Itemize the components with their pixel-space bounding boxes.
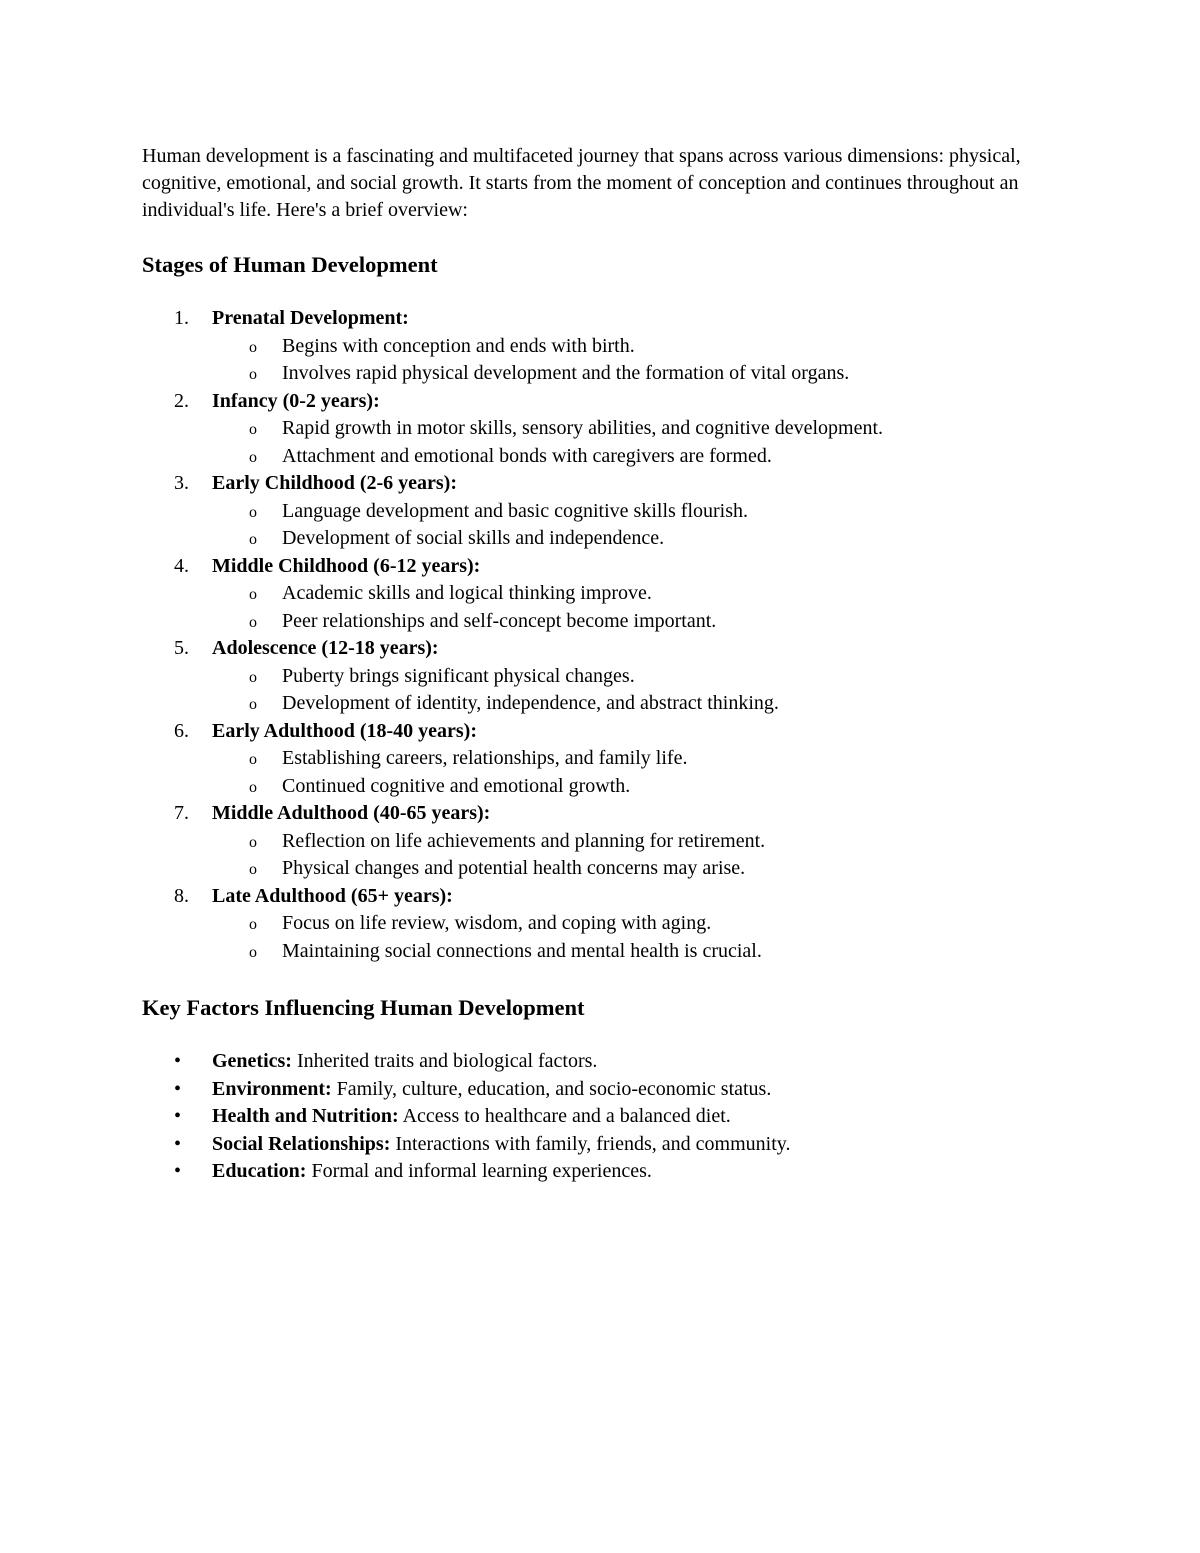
stage-point — [212, 855, 1042, 883]
factor-text: Interactions with family, friends, and community. — [390, 1132, 791, 1155]
stage-item — [142, 635, 1042, 718]
factor-item — [142, 1158, 1042, 1186]
stage-point-text: Continued cognitive and emotional growth. — [282, 774, 631, 797]
stages-heading: Stages of Human Development — [142, 252, 438, 277]
stage-point-text: Maintaining social connections and mental health is crucial. — [282, 939, 762, 962]
stage-point — [212, 580, 1042, 608]
circle-bullet-icon: o — [249, 916, 257, 933]
stage-title: Middle Childhood (6-12 years): — [212, 554, 481, 577]
stage-title: Early Childhood (2-6 years): — [212, 472, 457, 494]
circle-bullet-icon: o — [249, 531, 257, 548]
circle-bullet-icon: o — [249, 696, 257, 713]
stage-point-text: Academic skills and logical thinking improve. — [282, 582, 652, 604]
stage-points — [212, 580, 1042, 635]
stage-points — [212, 415, 1042, 470]
stage-item — [142, 883, 1042, 966]
stage-point-text: Attachment and emotional bonds with caregivers are formed. — [282, 444, 772, 467]
stage-title: Infancy (0-2 years): — [212, 389, 380, 412]
factor-text: Inherited traits and biological factors. — [291, 1050, 598, 1072]
stage-point-text: Focus on life review, wisdom, and coping with aging. — [282, 912, 712, 934]
stage-title: Prenatal Development: — [212, 307, 409, 329]
stage-number: 6. — [174, 719, 189, 742]
circle-bullet-icon: o — [249, 448, 257, 466]
circle-bullet-icon: o — [249, 586, 257, 603]
stage-point-text: Development of social skills and independence. — [282, 527, 665, 549]
stage-point — [212, 745, 1042, 773]
bullet-icon: • — [174, 1050, 182, 1072]
stage-item — [142, 305, 1042, 388]
circle-bullet-icon: o — [249, 613, 257, 631]
stage-point-text: Establishing careers, relationships, and family life. — [282, 747, 688, 769]
factor-text: Access to healthcare and a balanced diet. — [398, 1105, 731, 1127]
stage-point-text: Puberty brings significant physical changes. — [282, 664, 635, 687]
stage-item — [142, 553, 1042, 636]
factor-item — [142, 1131, 1042, 1159]
factors-list — [142, 1048, 1042, 1186]
stage-number: 3. — [174, 472, 189, 494]
intro-paragraph: Human development is a fascinating and multifaceted journey that spans across various dimensions: physical, cognitive, emotional, and social growth. It starts from the moment of conception and continues throughout an individual's life. Here's a brief overview: — [142, 145, 1021, 221]
stage-point-text: Physical changes and potential health concerns may arise. — [282, 857, 746, 879]
stage-point-text: Begins with conception and ends with birth. — [282, 334, 635, 357]
stage-title: Adolescence (12-18 years): — [212, 637, 439, 659]
stage-point-text: Peer relationships and self-concept become important. — [282, 609, 717, 632]
stage-point — [212, 773, 1042, 801]
stage-point — [212, 443, 1042, 471]
circle-bullet-icon: o — [249, 421, 257, 438]
stage-points — [212, 828, 1042, 883]
circle-bullet-icon: o — [249, 338, 257, 356]
stage-point — [212, 525, 1042, 553]
circle-bullet-icon: o — [249, 503, 257, 521]
stage-points — [212, 745, 1042, 800]
stage-point — [212, 828, 1042, 856]
stage-point — [212, 415, 1042, 443]
stage-point — [212, 360, 1042, 388]
stage-point-text: Development of identity, independence, and abstract thinking. — [282, 692, 779, 714]
stage-point-text: Language development and basic cognitive skills flourish. — [282, 499, 748, 522]
stage-point-text: Reflection on life achievements and planning for retirement. — [282, 829, 766, 852]
stages-list — [142, 305, 1042, 965]
bullet-icon: • — [174, 1132, 182, 1155]
document-page — [142, 143, 1042, 1186]
stage-point-text: Involves rapid physical development and the formation of vital organs. — [282, 362, 850, 384]
stage-title: Middle Adulthood (40-65 years): — [212, 802, 491, 824]
stage-item — [142, 800, 1042, 883]
stage-item — [142, 470, 1042, 553]
stage-point-text: Rapid growth in motor skills, sensory abilities, and cognitive development. — [282, 417, 884, 439]
factor-term: Health and Nutrition: — [212, 1105, 399, 1127]
circle-bullet-icon: o — [249, 751, 257, 768]
stage-number: 4. — [174, 554, 189, 577]
factor-item — [142, 1103, 1042, 1131]
factor-item — [142, 1076, 1042, 1104]
circle-bullet-icon: o — [249, 668, 257, 686]
factor-term: Environment: — [212, 1077, 332, 1100]
factors-heading: Key Factors Influencing Human Development — [142, 995, 585, 1020]
stage-title: Early Adulthood (18-40 years): — [212, 719, 477, 742]
stage-number: 2. — [174, 389, 189, 412]
factor-text: Family, culture, education, and socio-economic status. — [331, 1077, 772, 1100]
factor-item — [142, 1048, 1042, 1076]
circle-bullet-icon: o — [249, 943, 257, 961]
stage-number: 7. — [174, 802, 189, 824]
circle-bullet-icon: o — [249, 861, 257, 878]
stage-point — [212, 608, 1042, 636]
stage-number: 1. — [174, 307, 189, 329]
factor-term: Genetics: — [212, 1050, 292, 1072]
stage-point — [212, 663, 1042, 691]
stage-points — [212, 663, 1042, 718]
stage-point — [212, 938, 1042, 966]
bullet-icon: • — [174, 1105, 182, 1127]
factor-text: Formal and informal learning experiences. — [306, 1160, 652, 1182]
stage-number: 5. — [174, 637, 189, 659]
circle-bullet-icon: o — [249, 778, 257, 796]
stage-points — [212, 498, 1042, 553]
factor-term: Education: — [212, 1160, 307, 1182]
circle-bullet-icon: o — [249, 833, 257, 851]
circle-bullet-icon: o — [249, 366, 257, 383]
stage-item — [142, 388, 1042, 471]
stage-number: 8. — [174, 884, 189, 907]
stage-title: Late Adulthood (65+ years): — [212, 884, 453, 907]
stage-item — [142, 718, 1042, 801]
stage-point — [212, 333, 1042, 361]
stage-point — [212, 690, 1042, 718]
stage-points — [212, 333, 1042, 388]
stage-points — [212, 910, 1042, 965]
stage-point — [212, 910, 1042, 938]
bullet-icon: • — [174, 1160, 182, 1182]
bullet-icon: • — [174, 1077, 182, 1100]
factor-term: Social Relationships: — [212, 1132, 391, 1155]
stage-point — [212, 498, 1042, 526]
